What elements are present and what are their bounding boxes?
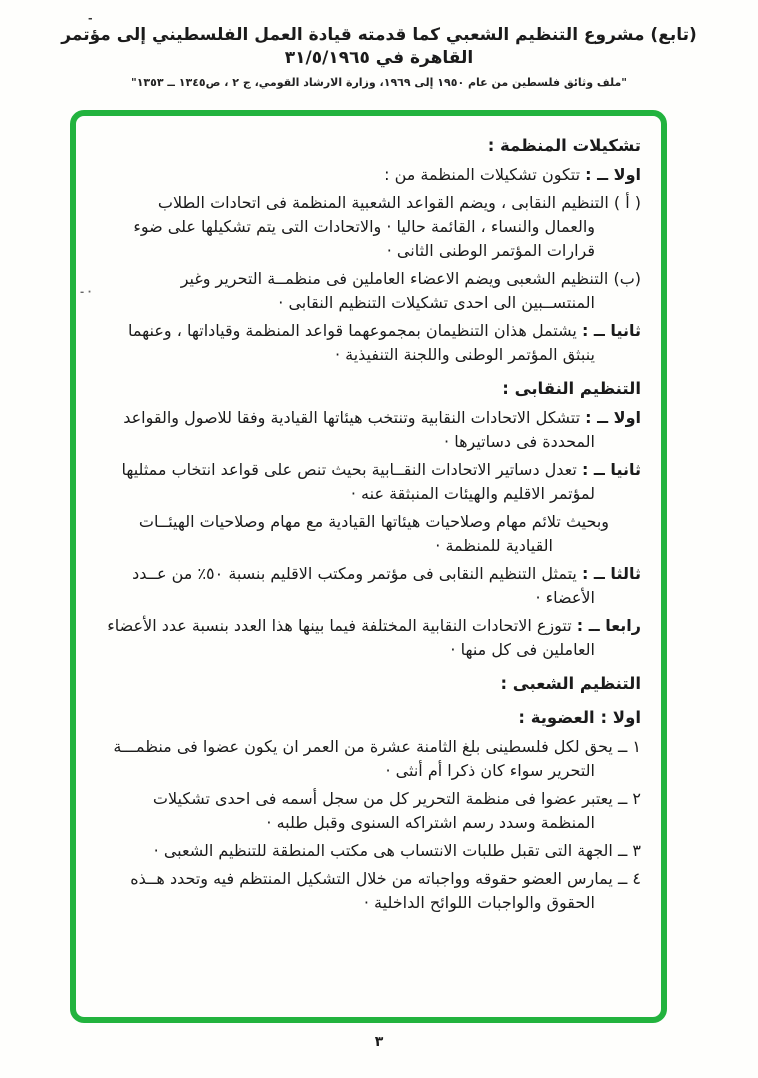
item-label: ٤ ــ: [617, 869, 641, 888]
page-number: ٣: [374, 1034, 384, 1050]
paragraph-text: تتكون تشكيلات المنظمة من :: [384, 164, 581, 184]
paragraph-text: الجهة التى تقبل طلبات الانتساب هى مكتب المنطقة للتنظيم الشعبى ·: [153, 841, 613, 860]
stray-scan-mark-top: -: [88, 12, 94, 25]
stray-scan-mark-margin: - ·: [80, 287, 92, 298]
paragraph: [106, 319, 641, 367]
paragraph-text: يتمثل التنظيم النقابى فى مؤتمر ومكتب الاقليم بنسبة ٥٠٪ من عــدد الأعضاء ·: [132, 563, 595, 607]
paragraph-text: يحق لكل فلسطينى بلغ الثامنة عشرة من العمر ان يكون عضوا فى منظمـــة التحرير سواء كان ذكرا أم أنثى ·: [113, 737, 613, 780]
paragraph: [106, 787, 641, 835]
item-label: ٣ ــ: [617, 841, 641, 860]
paragraph: [106, 562, 641, 610]
paragraph: [106, 191, 641, 263]
paragraph-text: يمارس العضو حقوقه وواجباته من خلال التشكيل المنتظم فيه وتحدد هــذه الحقوق والواجبات اللوائح الداخلية ·: [130, 869, 613, 912]
highlight-frame: [70, 110, 667, 1023]
paragraph-text: يعتبر عضوا فى منظمة التحرير كل من سجل أسمه فى احدى تشكيلات المنظمة وسدد رسم اشتراكه السنوى وقبل طلبه ·: [152, 789, 613, 832]
paragraph: [106, 614, 641, 662]
paragraph-text: التنظيم الشعبى ويضم الاعضاء العاملين فى منظمــة التحرير وغير المنتســبين الى احدى تشكيلات التنظيم النقابى ·: [180, 268, 609, 312]
paragraph: [106, 735, 641, 783]
paragraph-text: وبحيث تلائم مهام وصلاحيات هيئاتها القيادية مع مهام وصلاحيات الهيئــات القيادية للمنظمة ·: [138, 511, 609, 555]
paragraph-text: يشتمل هذان التنظيمان بمجموعهما قواعد المنظمة وقياداتها ، وعنهما ينبثق المؤتمر الوطنى واللجنة التنفيذية ·: [128, 320, 595, 364]
document-body: [76, 116, 661, 1017]
item-label: ( أ ): [613, 192, 641, 212]
item-label: اولا ــ :: [585, 164, 641, 184]
paragraph-text: تعدل دساتير الاتحادات النقــابية بحيث تنص على قواعد انتخاب ممثليها لمؤتمر الاقليم والهيئات المنبثقة عنه ·: [121, 459, 595, 503]
item-label: ثالثا ــ :: [581, 563, 641, 583]
item-label: ٢ ــ: [617, 789, 641, 808]
paragraph: [106, 510, 641, 558]
item-label: اولا ــ :: [585, 407, 641, 427]
section-heading: التنظيم النقابى :: [502, 378, 641, 398]
paragraph-text: التنظيم النقابى ، ويضم القواعد الشعبية المنظمة فى اتحادات الطلاب والعمال والنساء ، القائمة حاليا · والاتحادات التى يتم تشكيلها على ضوء قرارات المؤتمر الوطنى الثانى ·: [133, 192, 609, 260]
item-label: ثانيا ــ :: [581, 320, 641, 340]
section-heading: تشكيلات المنظمة :: [487, 136, 641, 155]
paragraph: [106, 867, 641, 915]
paragraph: [106, 267, 641, 315]
item-label: (ب): [613, 268, 641, 288]
paragraph-text: تتوزع الاتحادات النقابية المختلفة فيما بينها هذا العدد بنسبة عدد الأعضاء العاملين فى كل منها ·: [107, 615, 595, 659]
document-title: (تابع) مشروع التنظيم الشعبي كما قدمته قيادة العمل الفلسطيني إلى مؤتمر القاهرة في ٣١/٥/١٩٦٥: [61, 25, 697, 68]
paragraph: [106, 839, 641, 863]
paragraph: [106, 163, 641, 187]
document-source-citation: "ملف وثائق فلسطين من عام ١٩٥٠ إلى ١٩٦٩، وزارة الارشاد القومي، ج ٢ ، ص١٣٤٥ ــ ١٣٥٣": [130, 75, 627, 89]
paragraph: [106, 458, 641, 506]
document-header: [40, 24, 718, 89]
section-heading: التنظيم الشعبى :: [500, 673, 641, 693]
paragraph: [106, 406, 641, 454]
item-label: ثانيا ــ :: [581, 459, 641, 479]
item-label: رابعا ــ :: [576, 615, 641, 635]
item-label: ١ ــ: [617, 737, 641, 756]
paragraph-text: تتشكل الاتحادات النقابية وتنتخب هيئاتها القيادية وفقا للاصول والقواعد المحددة فى دساتيرها ·: [123, 407, 595, 451]
section-heading: اولا : العضوية :: [518, 708, 641, 728]
